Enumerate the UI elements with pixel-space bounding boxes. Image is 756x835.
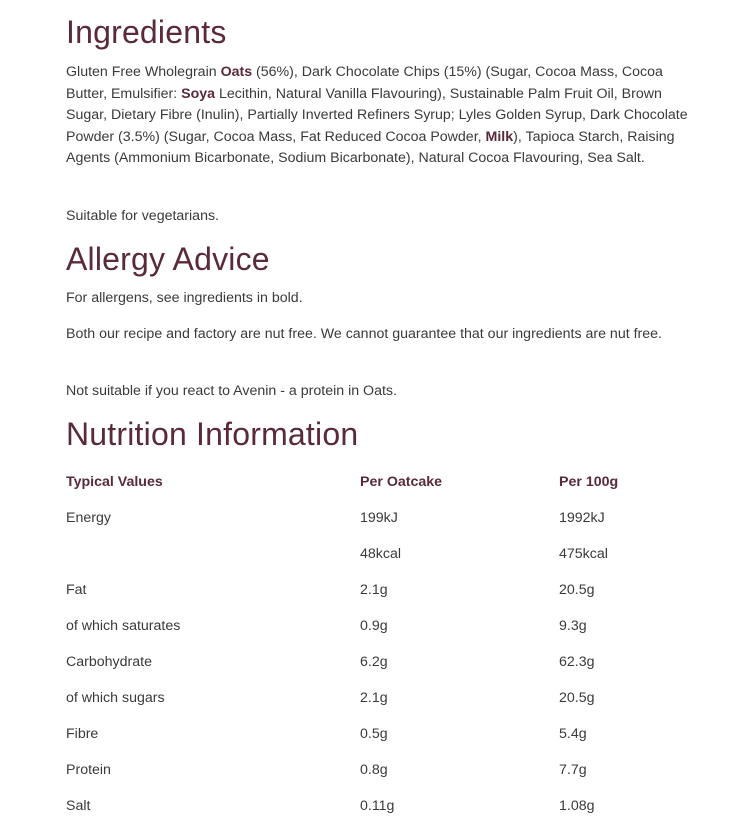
nutrient-name: Fibre <box>66 726 99 742</box>
nutrient-name: Fat <box>66 582 87 598</box>
per-100g-value: 475kcal <box>559 546 608 562</box>
nutrient-name: Energy <box>66 510 111 526</box>
per-oatcake-value: 0.9g <box>360 618 388 634</box>
per-100g-value: 9.3g <box>559 618 587 634</box>
ingredient-segment: ), Tapioca Starch, Raising Agents (Ammonium Bicarbonate, Sodium Bicarbonate), Natural Cocoa Flavouring, Sea Salt. <box>66 128 675 167</box>
table-header-row <box>66 464 706 500</box>
per-oatcake-value: 2.1g <box>360 690 388 706</box>
table-row <box>66 752 706 788</box>
ingredient-segment: Lecithin, Natural Vanilla Flavouring), Sustainable Palm Fruit Oil, Brown Sugar, Dietary Fibre (Inulin), Partially Inverted Refiners Syrup; Lyles Golden Syrup, Dark Chocolate Powder (3.5%) (Sugar, Cocoa Mass, Fat Reduced Cocoa Powder, <box>66 85 688 145</box>
ingredients-text <box>66 62 706 170</box>
ingredient-segment: Gluten Free Wholegrain <box>66 64 221 80</box>
per-100g-value: 1992kJ <box>559 510 605 526</box>
per-100g-value: 5.4g <box>559 726 587 742</box>
per-100g-value: 7.7g <box>559 762 587 778</box>
table-row <box>66 788 706 824</box>
nutrient-name <box>66 536 360 572</box>
per-oatcake-value: 6.2g <box>360 654 388 670</box>
table-row <box>66 500 706 536</box>
allergy-heading: Allergy Advice <box>66 241 270 277</box>
nutrition-table <box>66 464 706 824</box>
nutrient-name: Salt <box>66 798 91 814</box>
nutrient-name: Carbohydrate <box>66 654 152 670</box>
allergy-line: Not suitable if you react to Avenin - a protein in Oats. <box>66 383 397 399</box>
allergy-line: For allergens, see ingredients in bold. <box>66 290 303 306</box>
table-row <box>66 608 706 644</box>
nutrient-name: of which sugars <box>66 690 165 706</box>
table-row <box>66 572 706 608</box>
per-100g-value: 20.5g <box>559 582 595 598</box>
per-100g-value: 20.5g <box>559 690 595 706</box>
vegetarian-note: Suitable for vegetarians. <box>66 208 220 224</box>
nutrient-name: of which saturates <box>66 618 181 634</box>
per-oatcake-value: 2.1g <box>360 582 388 598</box>
table-row <box>66 716 706 752</box>
table-row <box>66 644 706 680</box>
per-oatcake-value: 199kJ <box>360 510 398 526</box>
allergen-soya: Soya <box>181 85 216 102</box>
ingredients-heading: Ingredients <box>66 14 227 50</box>
per-oatcake-value: 0.8g <box>360 762 388 778</box>
allergy-line: Both our recipe and factory are nut free. We cannot guarantee that our ingredients are nut free. <box>66 326 662 342</box>
per-100g-value: 62.3g <box>559 654 595 670</box>
nutrition-heading: Nutrition Information <box>66 416 359 452</box>
table-row <box>66 536 706 572</box>
allergen-milk: Milk <box>485 128 514 145</box>
per-oatcake-value: 0.5g <box>360 726 388 742</box>
nutrient-name: Protein <box>66 762 111 778</box>
column-header: Typical Values <box>66 474 163 490</box>
allergen-oats: Oats <box>220 64 253 80</box>
ingredient-segment: (56%), Dark Chocolate Chips (15%) (Sugar, Cocoa Mass, Cocoa Butter, Emulsifier: <box>66 64 663 102</box>
table-row <box>66 680 706 716</box>
per-oatcake-value: 48kcal <box>360 546 402 562</box>
per-oatcake-value: 0.11g <box>360 798 395 814</box>
per-100g-value: 1.08g <box>559 798 595 814</box>
column-header: Per Oatcake <box>360 474 443 490</box>
column-header: Per 100g <box>559 474 619 490</box>
